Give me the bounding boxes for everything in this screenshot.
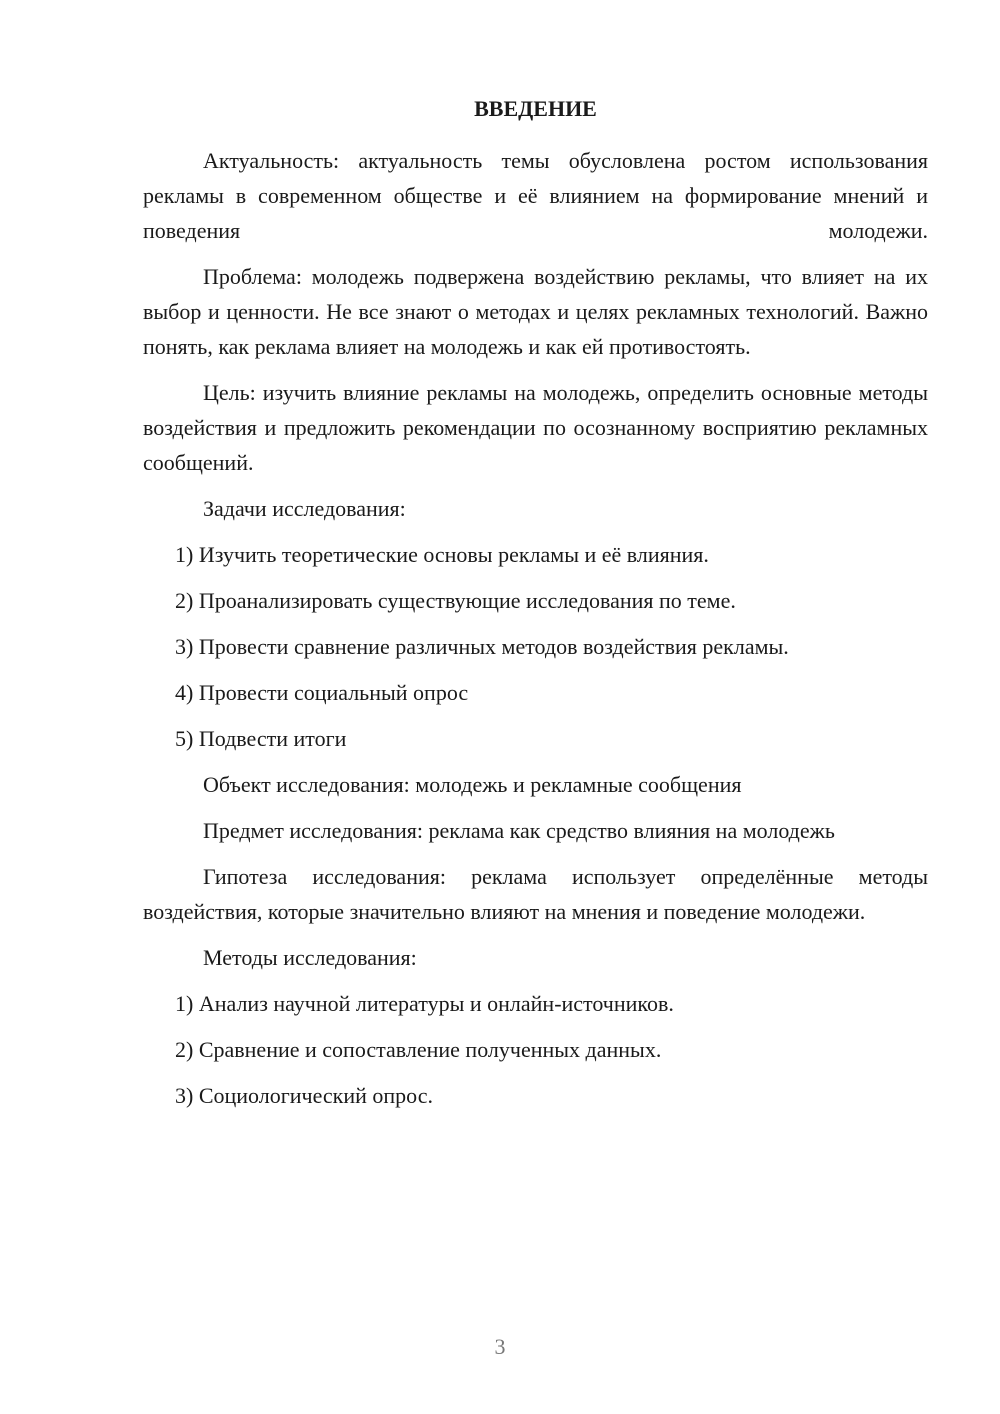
task-item: 4) Провести социальный опрос: [175, 680, 469, 705]
tasks-list: [143, 537, 928, 756]
methods-list: [143, 986, 928, 1113]
research-object: Объект исследования: молодежь и рекламные сообщения: [203, 772, 742, 797]
method-item: 3) Социологический опрос.: [175, 1083, 433, 1108]
research-subject: Предмет исследования: реклама как средство влияния на молодежь: [203, 818, 835, 843]
method-item: 2) Сравнение и сопоставление полученных данных.: [175, 1037, 662, 1062]
method-item: 1) Анализ научной литературы и онлайн-источников.: [175, 991, 674, 1016]
relevance-paragraph: Актуальность: актуальность темы обусловлена ростом использования рекламы в современном обществе и её влиянием на формирование мнений и поведения молодежи.: [143, 148, 928, 243]
methods-heading: Методы исследования:: [203, 945, 417, 970]
task-item: 1) Изучить теоретические основы рекламы и её влияния.: [175, 542, 709, 567]
page-number: 3: [494, 1334, 506, 1359]
hypothesis-paragraph: Гипотеза исследования: реклама использует определённые методы воздействия, которые значительно влияют на мнения и поведение молодежи.: [143, 864, 928, 924]
section-title: ВВЕДЕНИЕ: [474, 96, 597, 121]
tasks-heading: Задачи исследования:: [203, 496, 406, 521]
goal-paragraph: Цель: изучить влияние рекламы на молодежь, определить основные методы воздействия и предложить рекомендации по осознанному восприятию рекламных сообщений.: [143, 380, 928, 475]
task-item: 3) Провести сравнение различных методов воздействия рекламы.: [175, 634, 789, 659]
problem-paragraph: Проблема: молодежь подвержена воздействию рекламы, что влияет на их выбор и ценности. Не все знают о методах и целях рекламных технологий. Важно понять, как реклама влияет на молодежь и как ей противостоять.: [143, 264, 928, 359]
task-item: 5) Подвести итоги: [175, 726, 347, 751]
page-body: [143, 94, 928, 1124]
task-item: 2) Проанализировать существующие исследования по теме.: [175, 588, 736, 613]
